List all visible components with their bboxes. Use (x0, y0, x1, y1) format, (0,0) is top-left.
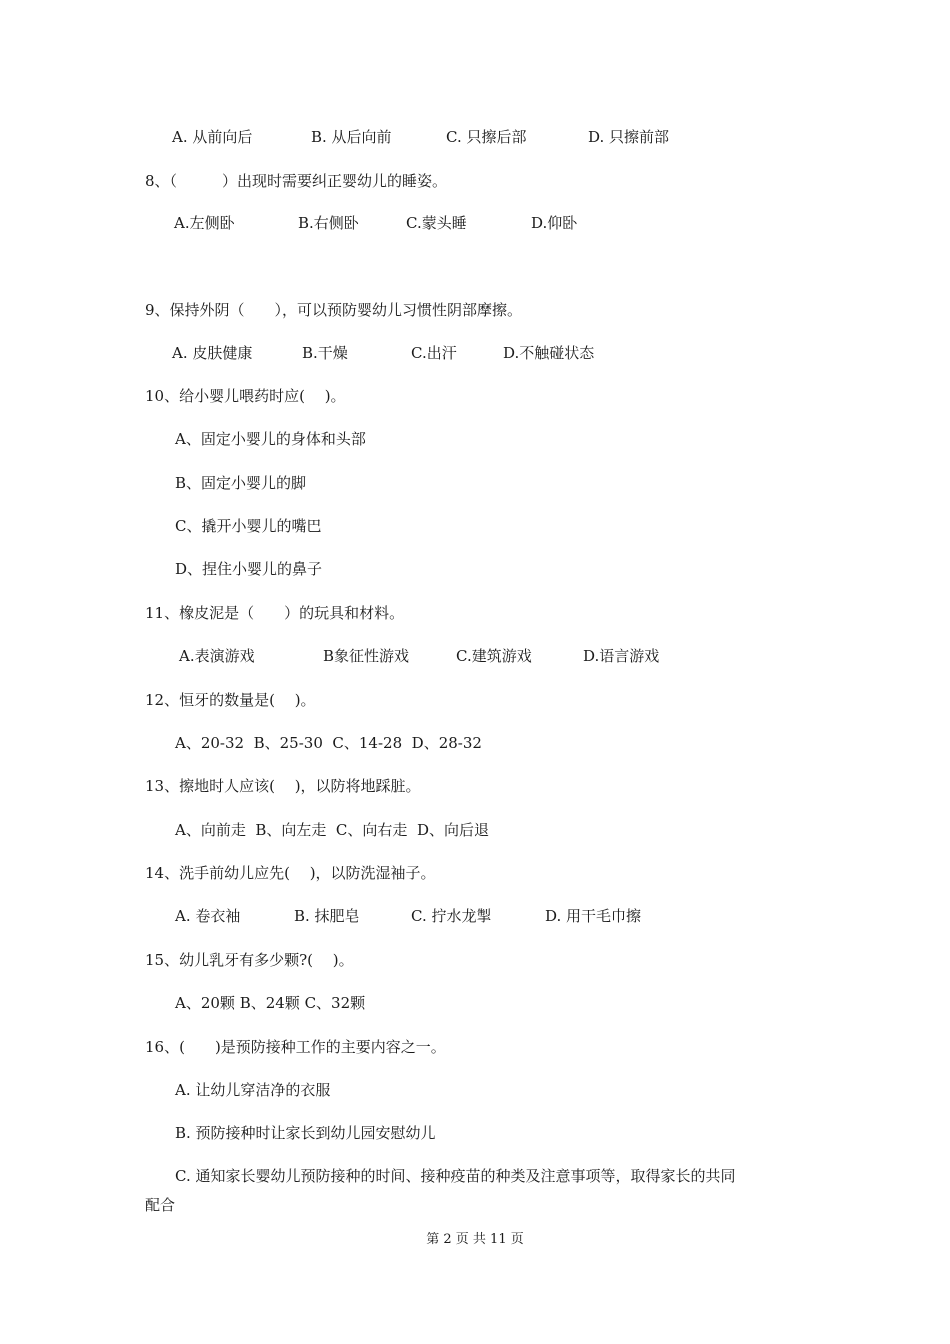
q16-option-b: B. 预防接种时让家长到幼儿园安慰幼儿 (175, 1124, 436, 1142)
q8-option-a: A.左侧卧 (174, 214, 235, 232)
q8-stem: 8、（ ）出现时需要纠正婴幼儿的睡姿。 (145, 172, 448, 190)
q12-stem: 12、恒牙的数量是( )。 (145, 691, 316, 709)
q7-option-a: A. 从前向后 (172, 128, 253, 146)
q16-option-c-line2: 配合 (145, 1196, 176, 1214)
q16-stem: 16、( )是预防接种工作的主要内容之一。 (145, 1038, 446, 1056)
q10-stem: 10、给小婴儿喂药时应( )。 (145, 387, 346, 405)
q14-option-d: D. 用干毛巾擦 (545, 907, 642, 925)
q9-stem: 9、保持外阴（ ），可以预防婴幼儿习惯性阴部摩擦。 (145, 301, 523, 319)
q11-stem: 11、橡皮泥是（ ）的玩具和材料。 (145, 604, 405, 622)
q7-option-b: B. 从后向前 (311, 128, 392, 146)
q11-option-a: A.表演游戏 (179, 647, 255, 665)
q8-option-b: B.右侧卧 (298, 214, 359, 232)
q13-stem: 13、擦地时人应该( )，以防将地踩脏。 (145, 777, 421, 795)
q15-stem: 15、幼儿乳牙有多少颗?( )。 (145, 951, 354, 969)
q9-option-a: A. 皮肤健康 (172, 344, 253, 362)
q7-option-c: C. 只擦后部 (446, 128, 527, 146)
q15-options: A、20颗 B、24颗 C、32颗 (175, 994, 366, 1012)
q11-option-d: D.语言游戏 (583, 647, 660, 665)
q9-option-d: D.不触碰状态 (503, 344, 595, 362)
page-footer: 第 2 页 共 11 页 (426, 1232, 524, 1247)
q7-option-d: D. 只擦前部 (588, 128, 670, 146)
q16-option-c-line1: C. 通知家长婴幼儿预防接种的时间、接种疫苗的种类及注意事项等，取得家长的共同 (175, 1167, 736, 1185)
q14-option-c: C. 拧水龙掣 (411, 907, 492, 925)
q9-option-b: B.干燥 (302, 344, 348, 362)
q10-option-b: B、固定小婴儿的脚 (175, 474, 307, 492)
q10-option-a: A、固定小婴儿的身体和头部 (175, 430, 366, 448)
q14-option-a: A. 卷衣袖 (175, 907, 241, 925)
q8-option-d: D.仰卧 (531, 214, 578, 232)
q13-options: A、向前走 B、向左走 C、向右走 D、向后退 (175, 821, 489, 839)
q8-option-c: C.蒙头睡 (406, 214, 467, 232)
q9-option-c: C.出汗 (411, 344, 457, 362)
q10-option-c: C、撬开小婴儿的嘴巴 (175, 517, 322, 535)
q14-stem: 14、洗手前幼儿应先( )，以防洗湿袖子。 (145, 864, 436, 882)
q14-option-b: B. 抹肥皂 (294, 907, 360, 925)
q12-options: A、20-32 B、25-30 C、14-28 D、28-32 (175, 734, 482, 752)
q11-option-b: B象征性游戏 (323, 647, 410, 665)
q11-option-c: C.建筑游戏 (456, 647, 532, 665)
q16-option-a: A. 让幼儿穿洁净的衣服 (175, 1081, 331, 1099)
q10-option-d: D、捏住小婴儿的鼻子 (175, 560, 323, 578)
